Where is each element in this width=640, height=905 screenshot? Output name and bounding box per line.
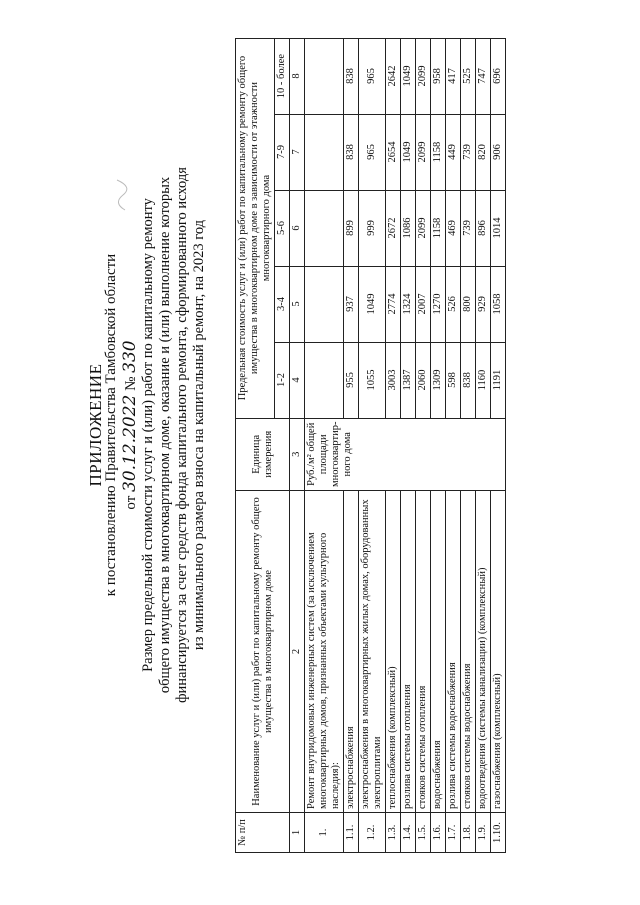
handwritten-number: 330 [120, 340, 140, 373]
value-cell: 906 [491, 114, 506, 190]
appendix-heading: ПРИЛОЖЕНИЕ [86, 363, 105, 487]
row-number: 1.5. [416, 813, 431, 853]
value-cell: 838 [461, 342, 476, 418]
value-cell: 2099 [416, 38, 431, 114]
row-name: электроснабжения [344, 491, 359, 813]
resolution-date-line [120, 215, 140, 635]
row-number: 1.8. [461, 813, 476, 853]
column-number: 3 [290, 418, 305, 490]
column-number: 6 [290, 190, 305, 266]
table-header-row [236, 38, 275, 852]
price-limits-table [235, 38, 506, 853]
column-numbers-row [290, 38, 305, 852]
title-line: Размер предельной стоимости услуг и (или) работ по капитальному ремонту [140, 198, 156, 672]
value-cell: 955 [344, 342, 359, 418]
value-cell: 2642 [386, 38, 401, 114]
row-name: водоотведения (системы канализации) (комплексный) [476, 491, 491, 813]
value-cell: 3003 [386, 342, 401, 418]
column-number: 8 [290, 38, 305, 114]
row-name: стояков системы отопления [416, 491, 431, 813]
value-cell: 525 [461, 38, 476, 114]
row-name: розлива системы отопления [401, 491, 416, 813]
date-prefix: от [123, 495, 139, 510]
value-cell: 1158 [431, 190, 446, 266]
column-number: 1 [290, 813, 305, 853]
row-name: электроснабжения в многоквартирных жилых домах, оборудованных электроплитами [359, 491, 386, 813]
value-cell: 469 [446, 190, 461, 266]
value-cell: 2774 [386, 266, 401, 342]
value-cell: 965 [359, 114, 386, 190]
value-cell: 838 [344, 38, 359, 114]
row-number: 1.9. [476, 813, 491, 853]
row-name: теплоснабжения (комплексный) [386, 491, 401, 813]
value-cell: 1058 [491, 266, 506, 342]
value-cell: 526 [446, 266, 461, 342]
value-cell: 598 [446, 342, 461, 418]
resolution-reference: к постановлению Правительства Тамбовской области [103, 253, 119, 597]
faint-mark [105, 175, 135, 215]
row-number: 1.4. [401, 813, 416, 853]
value-cell: 899 [344, 190, 359, 266]
header-floor: 3-4 [275, 266, 290, 342]
value-cell: 2060 [416, 342, 431, 418]
value-cell: 1086 [401, 190, 416, 266]
row-number: 1.10. [491, 813, 506, 853]
column-number: 5 [290, 266, 305, 342]
header-price-group: Предельная стоимость услуг и (или) работ по капитальному ремонту общего имущества в многоквартирном доме в зависимости от этажности многоквартирного дома [236, 38, 275, 418]
value-cell: 929 [476, 266, 491, 342]
value-cell: 2672 [386, 190, 401, 266]
value-cell: 2099 [416, 190, 431, 266]
value-cell: 2654 [386, 114, 401, 190]
header-unit: Единица измерения [236, 418, 290, 490]
value-cell: 838 [344, 114, 359, 190]
row-number: 1.2. [359, 813, 386, 853]
row-number: 1.3. [386, 813, 401, 853]
row-name: водоснабжения [431, 491, 446, 813]
value-cell: 800 [461, 266, 476, 342]
value-cell: 2099 [416, 114, 431, 190]
value-cell: 696 [491, 38, 506, 114]
row-number: 1.1. [344, 813, 359, 853]
header-name: Наименование услуг и (или) работ по капитальному ремонту общего имущества в многоквартирном доме [236, 491, 290, 813]
value-cell: 1158 [431, 114, 446, 190]
value-cell: 1387 [401, 342, 416, 418]
value-cell: 1014 [491, 190, 506, 266]
value-cell: 739 [461, 114, 476, 190]
row-number: 1.6. [431, 813, 446, 853]
value-cell: 747 [476, 38, 491, 114]
value-cell: 1191 [491, 342, 506, 418]
value-cell: 1049 [359, 266, 386, 342]
header-num: № п/п [236, 813, 290, 853]
row-name: розлива системы водоснабжения [446, 491, 461, 813]
handwritten-date: 30.12.2022 [120, 394, 140, 492]
value-cell: 1160 [476, 342, 491, 418]
title-line: финансируется за счет средств фонда капитального ремонта, сформированного исходя [174, 167, 190, 703]
number-prefix: № [123, 376, 139, 391]
value-cell: 1055 [359, 342, 386, 418]
unit-cell: Руб./м² общей площади многоквартир-ного дома [305, 418, 506, 490]
value-cell: 820 [476, 114, 491, 190]
value-cell: 449 [446, 114, 461, 190]
value-cell: 1324 [401, 266, 416, 342]
row-number: 1.7. [446, 813, 461, 853]
title-line: из минимального размера взноса на капитальный ремонт, на 2023 год [191, 219, 207, 651]
row-name: стояков системы водоснабжения [461, 491, 476, 813]
row-name: Ремонт внутридомовых инженерных систем (за исключением многоквартирных домов, признанных объектами культурного наследия): [305, 491, 344, 813]
value-cell: 896 [476, 190, 491, 266]
value-cell: 999 [359, 190, 386, 266]
header-floor: 7-9 [275, 114, 290, 190]
value-cell: 2007 [416, 266, 431, 342]
value-cell: 1049 [401, 38, 416, 114]
column-number: 2 [290, 491, 305, 813]
header-floor: 5-6 [275, 190, 290, 266]
value-cell: 417 [446, 38, 461, 114]
value-cell: 937 [344, 266, 359, 342]
header-floor: 1-2 [275, 342, 290, 418]
value-cell: 739 [461, 190, 476, 266]
header-floor: 10 - более [275, 38, 290, 114]
title-line: общего имущества в многоквартирном доме, оказание и (или) выполнение которых [157, 176, 173, 694]
value-cell: 1049 [401, 114, 416, 190]
document-title [140, 125, 208, 745]
value-cell: 958 [431, 38, 446, 114]
value-cell: 1270 [431, 266, 446, 342]
table-row-group [305, 38, 344, 852]
value-cell: 965 [359, 38, 386, 114]
row-name: газоснабжения (комплексный) [491, 491, 506, 813]
column-number: 7 [290, 114, 305, 190]
column-number: 4 [290, 342, 305, 418]
row-number: 1. [305, 813, 344, 853]
value-cell: 1309 [431, 342, 446, 418]
